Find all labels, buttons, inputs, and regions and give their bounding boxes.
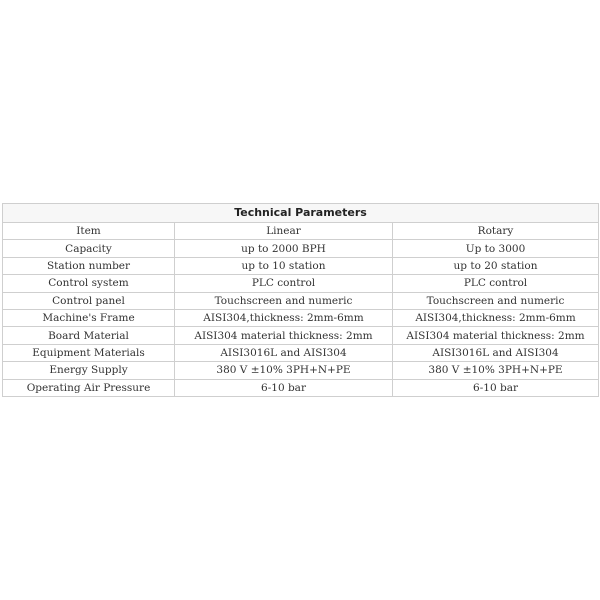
- linear-value: AISI304 material thickness: 2mm: [175, 327, 393, 344]
- table-header-row: [3, 223, 599, 240]
- linear-value: 6-10 bar: [175, 379, 393, 396]
- table-row: [3, 309, 599, 326]
- table-row: [3, 240, 599, 257]
- rotary-value: up to 20 station: [393, 257, 599, 274]
- row-label: Control panel: [3, 292, 175, 309]
- technical-parameters-table-container: [2, 203, 598, 397]
- table-row: [3, 292, 599, 309]
- linear-value: AISI3016L and AISI304: [175, 344, 393, 361]
- row-label: Machine's Frame: [3, 309, 175, 326]
- row-label: Operating Air Pressure: [3, 379, 175, 396]
- row-label: Control system: [3, 275, 175, 292]
- table-title-row: [3, 204, 599, 223]
- table-title: Technical Parameters: [3, 204, 599, 223]
- rotary-value: 380 V ±10% 3PH+N+PE: [393, 362, 599, 379]
- column-header-rotary: Rotary: [393, 223, 599, 240]
- linear-value: up to 2000 BPH: [175, 240, 393, 257]
- rotary-value: AISI304 material thickness: 2mm: [393, 327, 599, 344]
- row-label: Board Material: [3, 327, 175, 344]
- rotary-value: Touchscreen and numeric: [393, 292, 599, 309]
- linear-value: AISI304,thickness: 2mm-6mm: [175, 309, 393, 326]
- table-row: [3, 344, 599, 361]
- table-row: [3, 327, 599, 344]
- rotary-value: Up to 3000: [393, 240, 599, 257]
- row-label: Energy Supply: [3, 362, 175, 379]
- row-label: Equipment Materials: [3, 344, 175, 361]
- linear-value: up to 10 station: [175, 257, 393, 274]
- table-row: [3, 362, 599, 379]
- rotary-value: PLC control: [393, 275, 599, 292]
- technical-parameters-table: [2, 203, 599, 397]
- rotary-value: AISI3016L and AISI304: [393, 344, 599, 361]
- rotary-value: AISI304,thickness: 2mm-6mm: [393, 309, 599, 326]
- table-row: [3, 275, 599, 292]
- linear-value: 380 V ±10% 3PH+N+PE: [175, 362, 393, 379]
- column-header-linear: Linear: [175, 223, 393, 240]
- row-label: Station number: [3, 257, 175, 274]
- rotary-value: 6-10 bar: [393, 379, 599, 396]
- linear-value: PLC control: [175, 275, 393, 292]
- table-row: [3, 379, 599, 396]
- column-header-item: Item: [3, 223, 175, 240]
- table-row: [3, 257, 599, 274]
- linear-value: Touchscreen and numeric: [175, 292, 393, 309]
- row-label: Capacity: [3, 240, 175, 257]
